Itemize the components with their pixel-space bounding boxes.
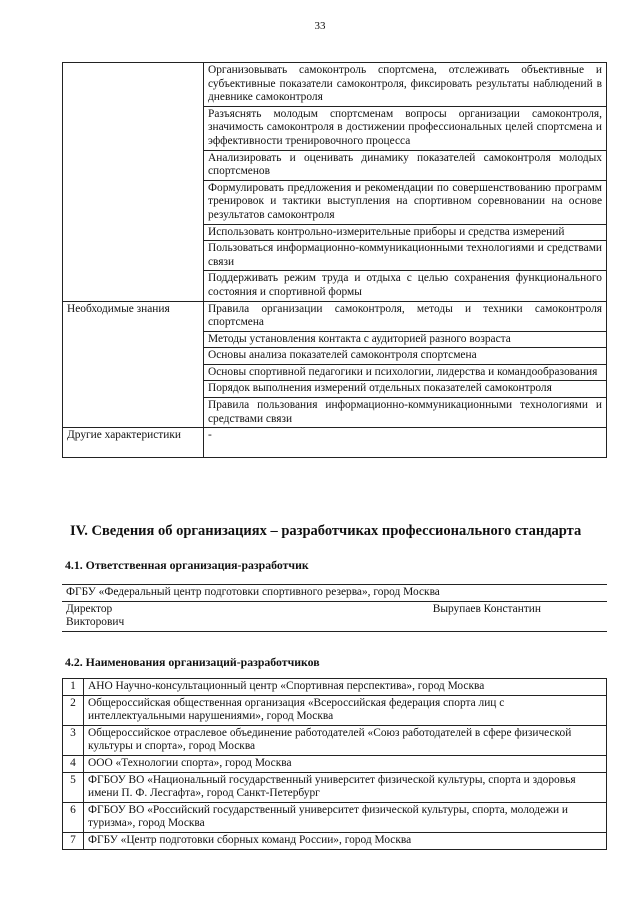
table-row	[63, 695, 607, 725]
table-row	[63, 301, 607, 331]
signatory-cell	[62, 601, 607, 631]
signatory-name: Вырупаев Константин	[432, 602, 541, 615]
knowledge-item: Основы спортивной педагогики и психологии, лидерства и командообразования	[204, 364, 607, 381]
table-row	[62, 585, 607, 602]
table-row	[63, 428, 607, 458]
org-name: Общероссийская общественная организация «Всероссийская федерация спорта лиц с интеллектуальными нарушениями», город Москва	[84, 695, 607, 725]
other-label: Другие характеристики	[63, 428, 204, 458]
skill-item: Анализировать и оценивать динамику показателей самоконтроля молодых спортсменов	[204, 150, 607, 180]
page-number: 33	[314, 20, 326, 32]
table-row	[63, 63, 607, 107]
skill-item: Разъяснять молодым спортсменам вопросы организации самоконтроля, значимость самоконтроля в достижении профессиональных целей спортсмена и эффективности тренировочного процесса	[204, 106, 607, 150]
org-number: 5	[63, 772, 84, 802]
empty-label-cell	[63, 63, 204, 302]
table-row	[63, 802, 607, 832]
org-name: ФГБОУ ВО «Российский государственный университет физической культуры, спорта, молодежи и туризма», город Москва	[84, 802, 607, 832]
org-name: ФГБОУ ВО «Национальный государственный университет физической культуры, спорта и здоровья имени П. Ф. Лесгафта», город Санкт-Петербург	[84, 772, 607, 802]
table-row	[63, 832, 607, 849]
signatory-position: Директор	[66, 602, 113, 615]
org-number: 3	[63, 725, 84, 755]
skill-item: Использовать контрольно-измерительные приборы и средства измерений	[204, 224, 607, 241]
skill-item: Организовывать самоконтроль спортсмена, отслеживать объективные и субъективные показатели самоконтроля, фиксировать результаты наблюдений в дневнике самоконтроля	[204, 63, 607, 107]
skill-item: Пользоваться информационно-коммуникационными технологиями и средствами связи	[204, 241, 607, 271]
knowledge-item: Правила пользования информационно-коммуникационными технологиями и средствами связи	[204, 398, 607, 428]
org-name: Общероссийское отраслевое объединение работодателей «Союз работодателей в сфере физической культуры и спорта», город Москва	[84, 725, 607, 755]
other-value: -	[204, 428, 607, 458]
knowledge-label: Необходимые знания	[63, 301, 204, 428]
table-row	[63, 772, 607, 802]
orgs-table	[62, 678, 607, 850]
knowledge-item: Порядок выполнения измерений отдельных показателей самоконтроля	[204, 381, 607, 398]
skills-knowledge-table	[62, 62, 607, 458]
responsible-org: ФГБУ «Федеральный центр подготовки спортивного резерва», город Москва	[62, 585, 607, 602]
org-number: 1	[63, 679, 84, 696]
org-number: 2	[63, 695, 84, 725]
table-row	[62, 601, 607, 631]
org-name: ФГБУ «Центр подготовки сборных команд России», город Москва	[84, 832, 607, 849]
table-row	[63, 755, 607, 772]
skill-item: Формулировать предложения и рекомендации по совершенствованию программ тренировок и тактики выступления на спортивном соревновании на основе результатов самоконтроля	[204, 180, 607, 224]
table-row	[63, 725, 607, 755]
subsection-title-orgs: 4.2. Наименования организаций-разработчиков	[65, 655, 320, 669]
knowledge-item: Правила организации самоконтроля, методы и техники самоконтроля спортсмена	[204, 301, 607, 331]
knowledge-item: Методы установления контакта с аудиторией разного возраста	[204, 331, 607, 348]
knowledge-item: Основы анализа показателей самоконтроля спортсмена	[204, 348, 607, 365]
org-name: ООО «Технологии спорта», город Москва	[84, 755, 607, 772]
org-number: 6	[63, 802, 84, 832]
org-name: АНО Научно-консультационный центр «Спортивная перспектива», город Москва	[84, 679, 607, 696]
table-row	[63, 679, 607, 696]
org-number: 7	[63, 832, 84, 849]
subsection-title-responsible: 4.1. Ответственная организация-разработчик	[65, 558, 309, 572]
section-title: IV. Сведения об организациях – разработчиках профессионального стандарта	[70, 523, 582, 539]
skill-item: Поддерживать режим труда и отдыха с целью сохранения функционального состояния и спортивной формы	[204, 271, 607, 301]
signatory-name-cont: Викторович	[66, 616, 125, 629]
org-number: 4	[63, 755, 84, 772]
responsible-org-table	[62, 584, 607, 632]
